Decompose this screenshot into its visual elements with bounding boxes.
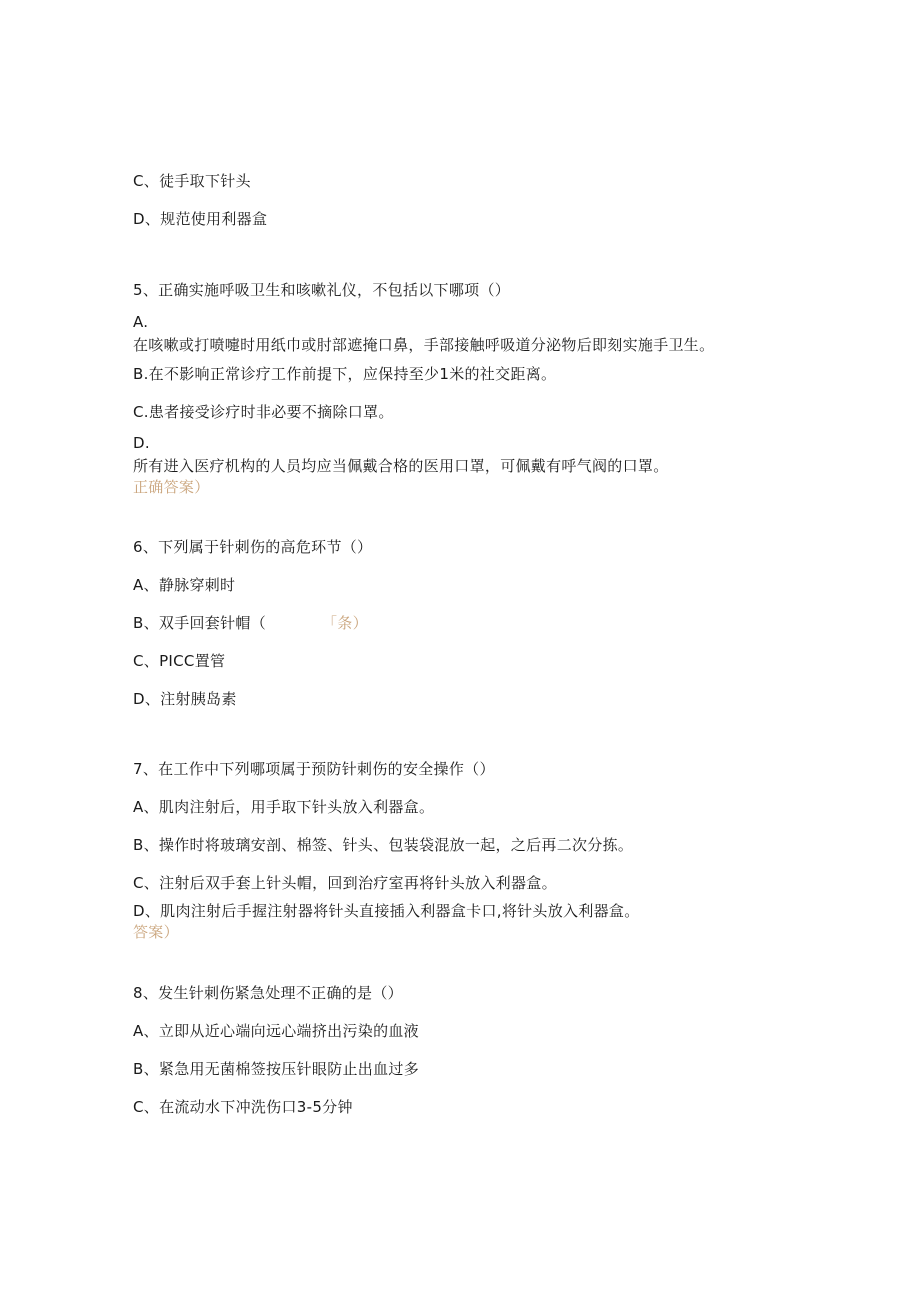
q8-option-a: A、立即从近心端向远心端挤出污染的血液 [133, 1022, 419, 1040]
q5-option-c: C.患者接受诊疗时非必要不摘除口罩。 [133, 403, 394, 421]
q5-answer-fragment: 正确答案） [133, 478, 210, 496]
q5-question: 5、正确实施呼吸卫生和咳嗽礼仪，不包括以下哪项（） [133, 281, 511, 299]
q5-option-d-label: D. [133, 434, 150, 452]
q7-option-c: C、注射后双手套上针头帽，回到治疗室再将针头放入利器盒。 [133, 874, 557, 892]
q8-question: 8、发生针刺伤紧急处理不正确的是（） [133, 984, 403, 1002]
q5-option-b: B.在不影响正常诊疗工作前提下，应保持至少1米的社交距离。 [133, 365, 557, 383]
q6-option-c: C、PICC置管 [133, 652, 226, 670]
q5-option-a-label: A. [133, 313, 149, 331]
q6-option-b-fragment: 「条） [322, 614, 368, 632]
q7-question: 7、在工作中下列哪项属于预防针刺伤的安全操作（） [133, 760, 495, 778]
q6-question: 6、下列属于针刺伤的高危环节（） [133, 538, 373, 556]
q6-option-a: A、静脉穿刺时 [133, 576, 236, 594]
q7-option-b: B、操作时将玻璃安剖、棉签、针头、包装袋混放一起，之后再二次分拣。 [133, 836, 634, 854]
q4-option-c: C、徒手取下针头 [133, 172, 251, 190]
q8-option-b: B、紧急用无菌棉签按压针眼防止出血过多 [133, 1060, 419, 1078]
q5-option-a-text: 在咳嗽或打喷嚏时用纸巾或肘部遮掩口鼻，手部接触呼吸道分泌物后即刻实施手卫生。 [133, 336, 715, 354]
q6-option-b: B、双手回套针帽（ [133, 614, 266, 632]
q8-option-c: C、在流动水下冲洗伤口3-5分钟 [133, 1098, 353, 1116]
q7-option-d: D、肌肉注射后手握注射器将针头直接插入利器盒卡口,将针头放入利器盒。 [133, 902, 640, 920]
q6-option-d: D、注射胰岛素 [133, 690, 237, 708]
q7-answer-fragment: 答案） [133, 923, 179, 941]
q5-option-d-text: 所有进入医疗机构的人员均应当佩戴合格的医用口罩，可佩戴有呼气阀的口罩。 [133, 457, 669, 475]
q7-option-a: A、肌肉注射后，用手取下针头放入利器盒。 [133, 798, 435, 816]
q4-option-d: D、规范使用利器盒 [133, 210, 268, 228]
